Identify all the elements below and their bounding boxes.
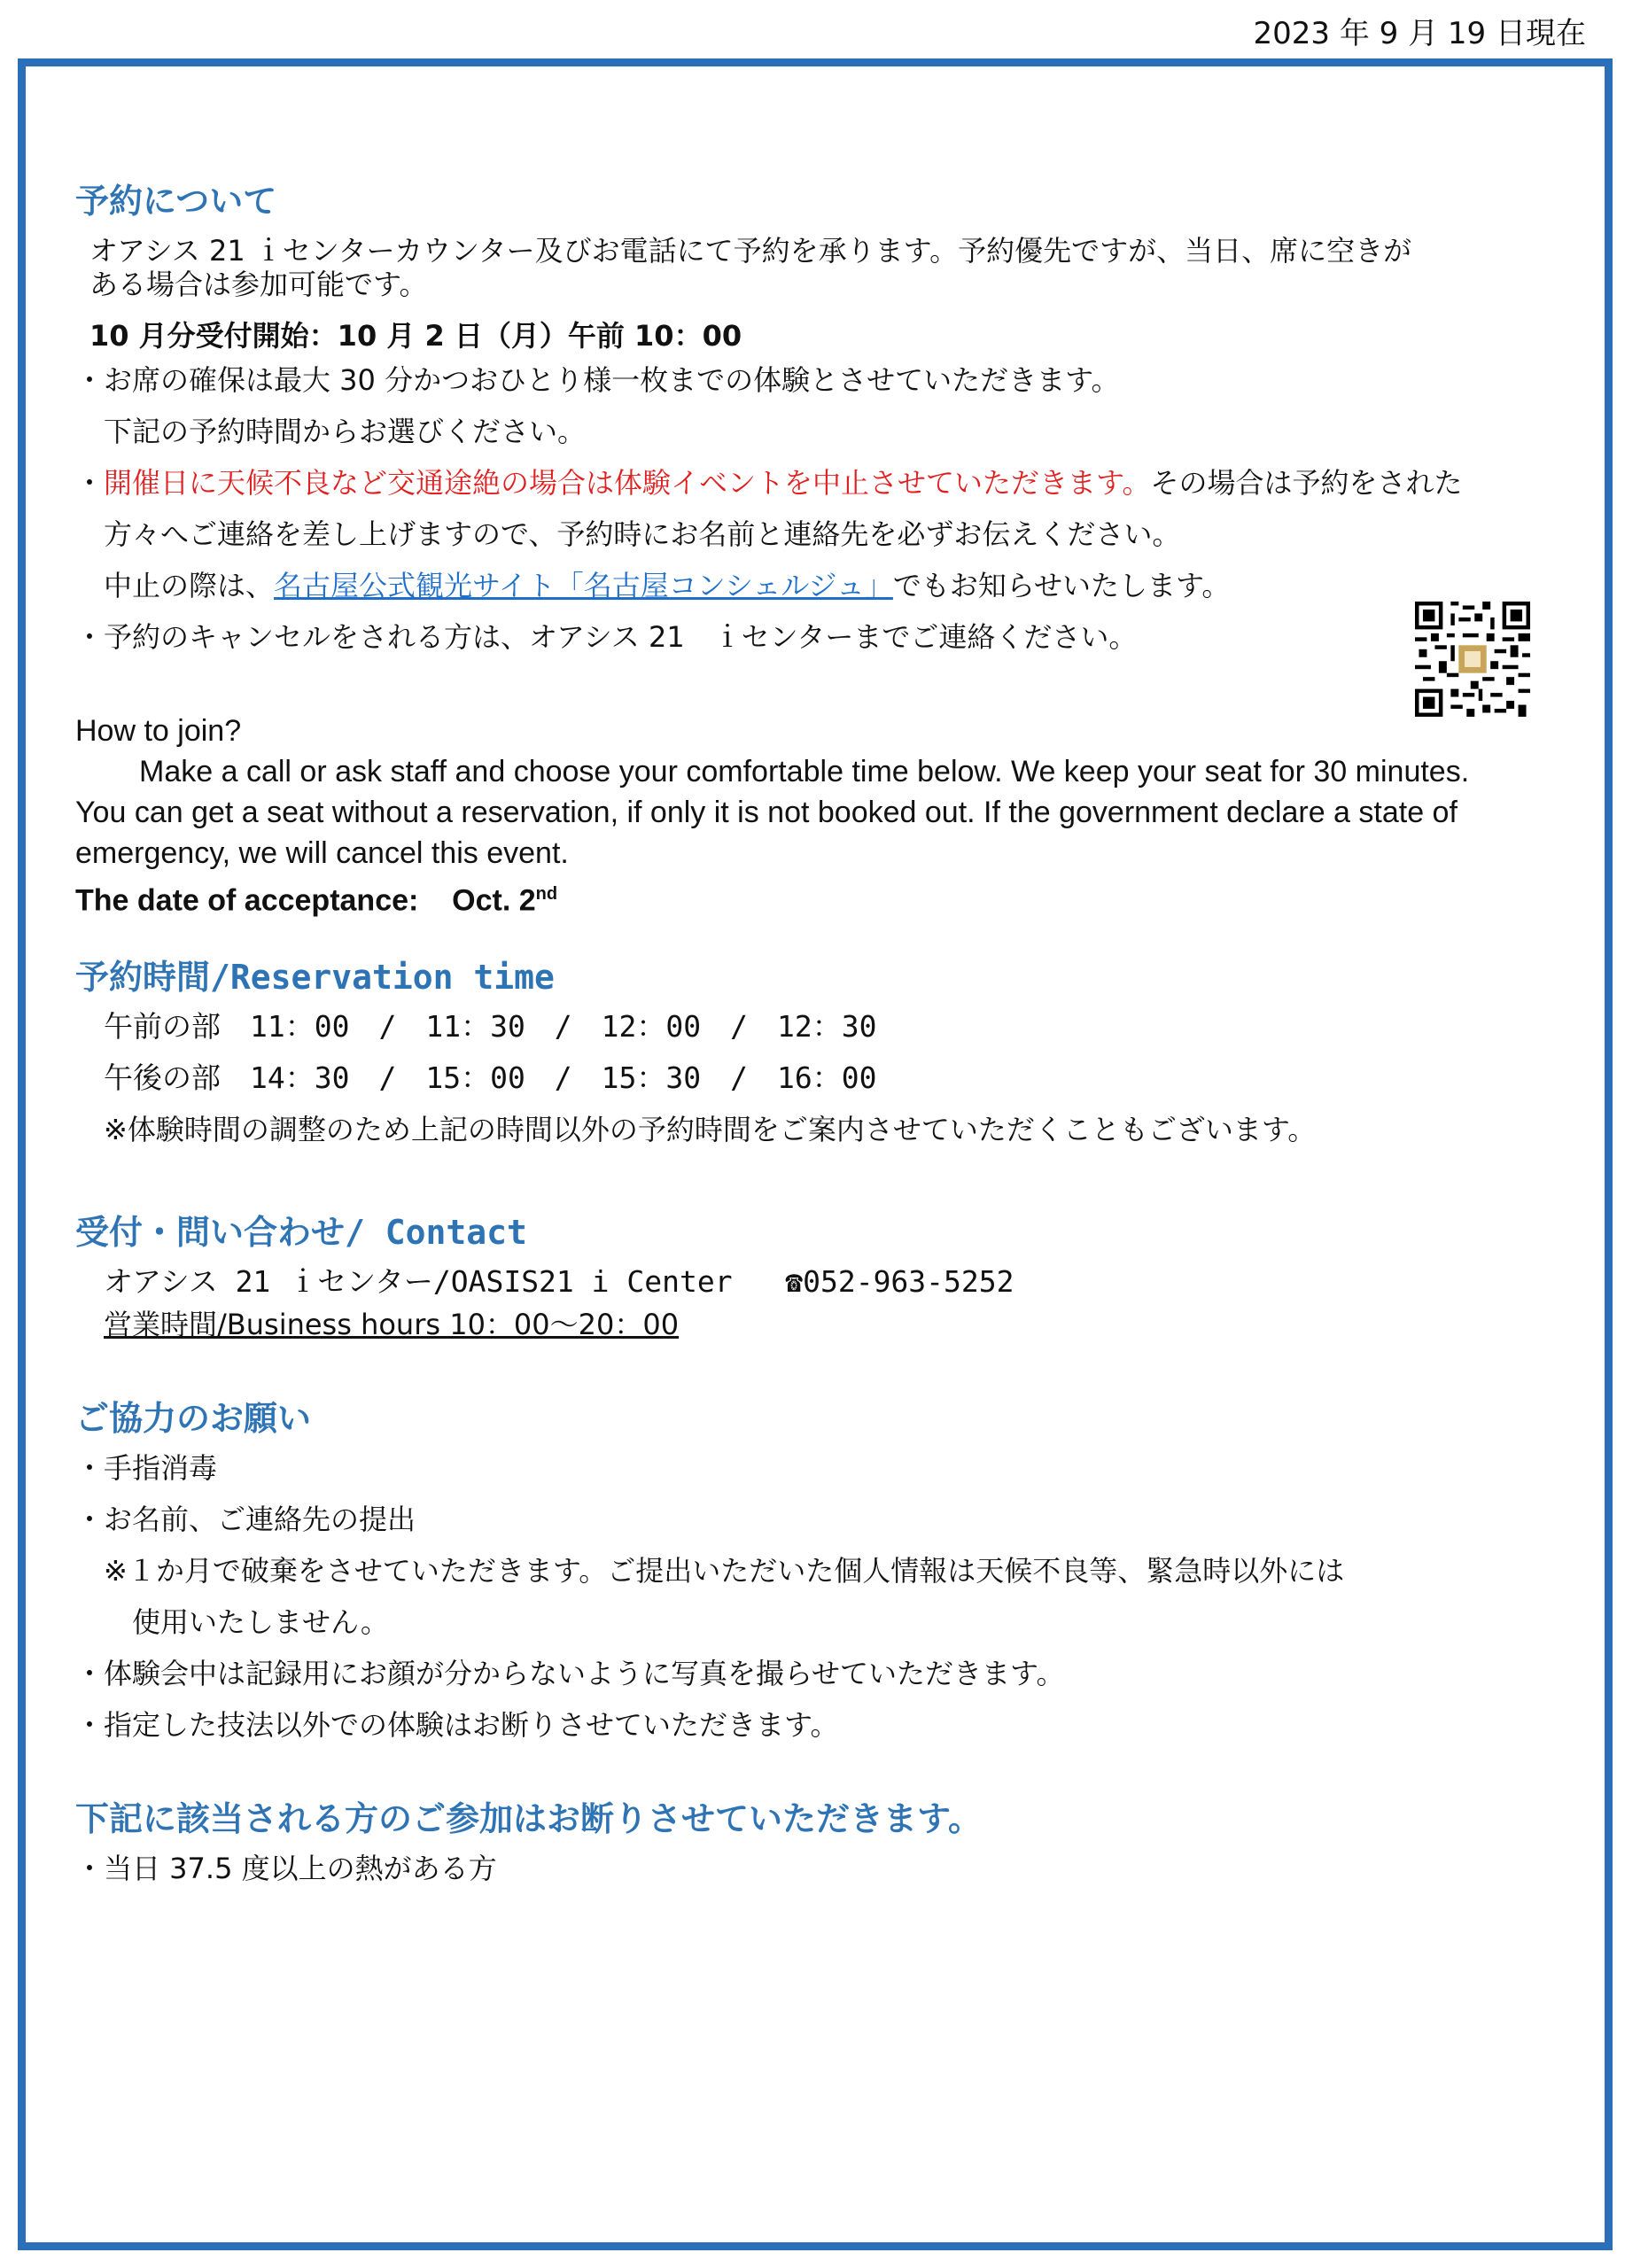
nagoya-concierge-link[interactable]: 名古屋公式観光サイト「名古屋コンシェルジュ」 [274,569,893,602]
cooperation-item-4: ・指定した技法以外での体験はお断りさせていただきます。 [75,1708,839,1742]
time-adjust-note: ※体験時間の調整のため上記の時間以外の予約時間をご案内させていただくこともございます。 [104,1113,1317,1146]
morning-slots: 午前の部 11：00 / 11：30 / 12：00 / 12：30 [104,1009,877,1044]
acceptance-date: Oct. 2 [452,883,536,918]
contact-phone[interactable]: 052-963-5252 [803,1264,1014,1299]
refusal-heading: 下記に該当される方のご参加はお断りさせていただきます。 [75,1799,982,1838]
english-paragraph-3: emergency, we will cancel this event. [75,836,569,870]
reservation-bullet-2 [75,465,1462,501]
reservation-bullet-4: ・予約のキャンセルをされる方は、オアシス 21 ｉセンターまでご連絡ください。 [75,620,1138,654]
afternoon-slots: 午後の部 14：30 / 15：00 / 15：30 / 16：00 [104,1060,877,1095]
bullet-3-prefix: 中止の際は、 [104,569,275,602]
english-paragraph-1: Make a call or ask staff and choose your comfortable time below. We keep your seat for 30 minutes. [139,755,1470,788]
business-hours: 営業時間/Business hours 10：00～20：00 [104,1308,680,1341]
refusal-item-1: ・当日 37.5 度以上の熱がある方 [75,1852,497,1885]
reservation-intro-1: オアシス 21 ｉセンターカウンター及びお電話にて予約を承ります。予約優先ですが、当日、席に空きが [89,234,1412,268]
cooperation-item-2-note-cont: 使用いたしません。 [132,1605,389,1639]
phone-icon: ☎ [785,1264,804,1299]
reservation-intro-2: ある場合は参加可能です。 [89,268,428,301]
date-note: 2023 年 9 月 19 日現在 [1253,16,1586,51]
cooperation-item-2: ・お名前、ご連絡先の提出 [75,1503,416,1536]
acceptance-label: The date of acceptance: [75,883,419,918]
qr-code-icon[interactable] [1415,602,1530,717]
cooperation-item-2-note: ※１か月で破棄をさせていただきます。ご提出いただいた個人情報は天候不良等、緊急時以外には [104,1554,1345,1588]
reservation-time-heading: 予約時間/Reservation time [75,958,555,997]
contact-center: オアシス 21 ｉセンター/OASIS21 i Center [104,1264,733,1299]
reservation-bullet-1-cont: 下記の予約時間からお選びください。 [104,415,587,448]
cooperation-item-3: ・体験会中は記録用にお顔が分からないように写真を撮らせていただきます。 [75,1657,1065,1690]
bullet-3-suffix: でもお知らせいたします。 [892,569,1231,602]
cooperation-item-1: ・手指消毒 [75,1451,218,1485]
notice-frame [18,58,1613,2250]
contact-center-line [104,1264,1014,1300]
reservation-bullet-2-cont: 方々へご連絡を差し上げますので、予約時にお名前と連絡先を必ずお伝えください。 [104,517,1181,551]
reservation-bullet-3 [104,568,1230,603]
bullet-2-prefix: ・ [75,466,105,500]
cancellation-warning: 開催日に天候不良など交通途絶の場合は体験イベントを中止させていただきます。 [104,466,1151,500]
contact-heading: 受付・問い合わせ/ Contact [75,1213,527,1252]
reservation-start: 10 月分受付開始：10 月 2 日（月）午前 10：00 [89,319,742,353]
acceptance-date-suffix: nd [535,884,558,904]
bullet-2-rest: その場合は予約をされた [1150,466,1463,500]
reservation-bullet-1: ・お席の確保は最大 30 分かつおひとり様一枚までの体験とさせていただきます。 [75,363,1120,397]
cooperation-heading: ご協力のお願い [75,1399,312,1438]
english-paragraph-2: You can get a seat without a reservation, if only it is not booked out. If the government declare a state of [75,796,1458,829]
english-question: How to join? [75,714,242,748]
acceptance-line [75,876,557,918]
reservation-heading: 予約について [75,182,277,221]
